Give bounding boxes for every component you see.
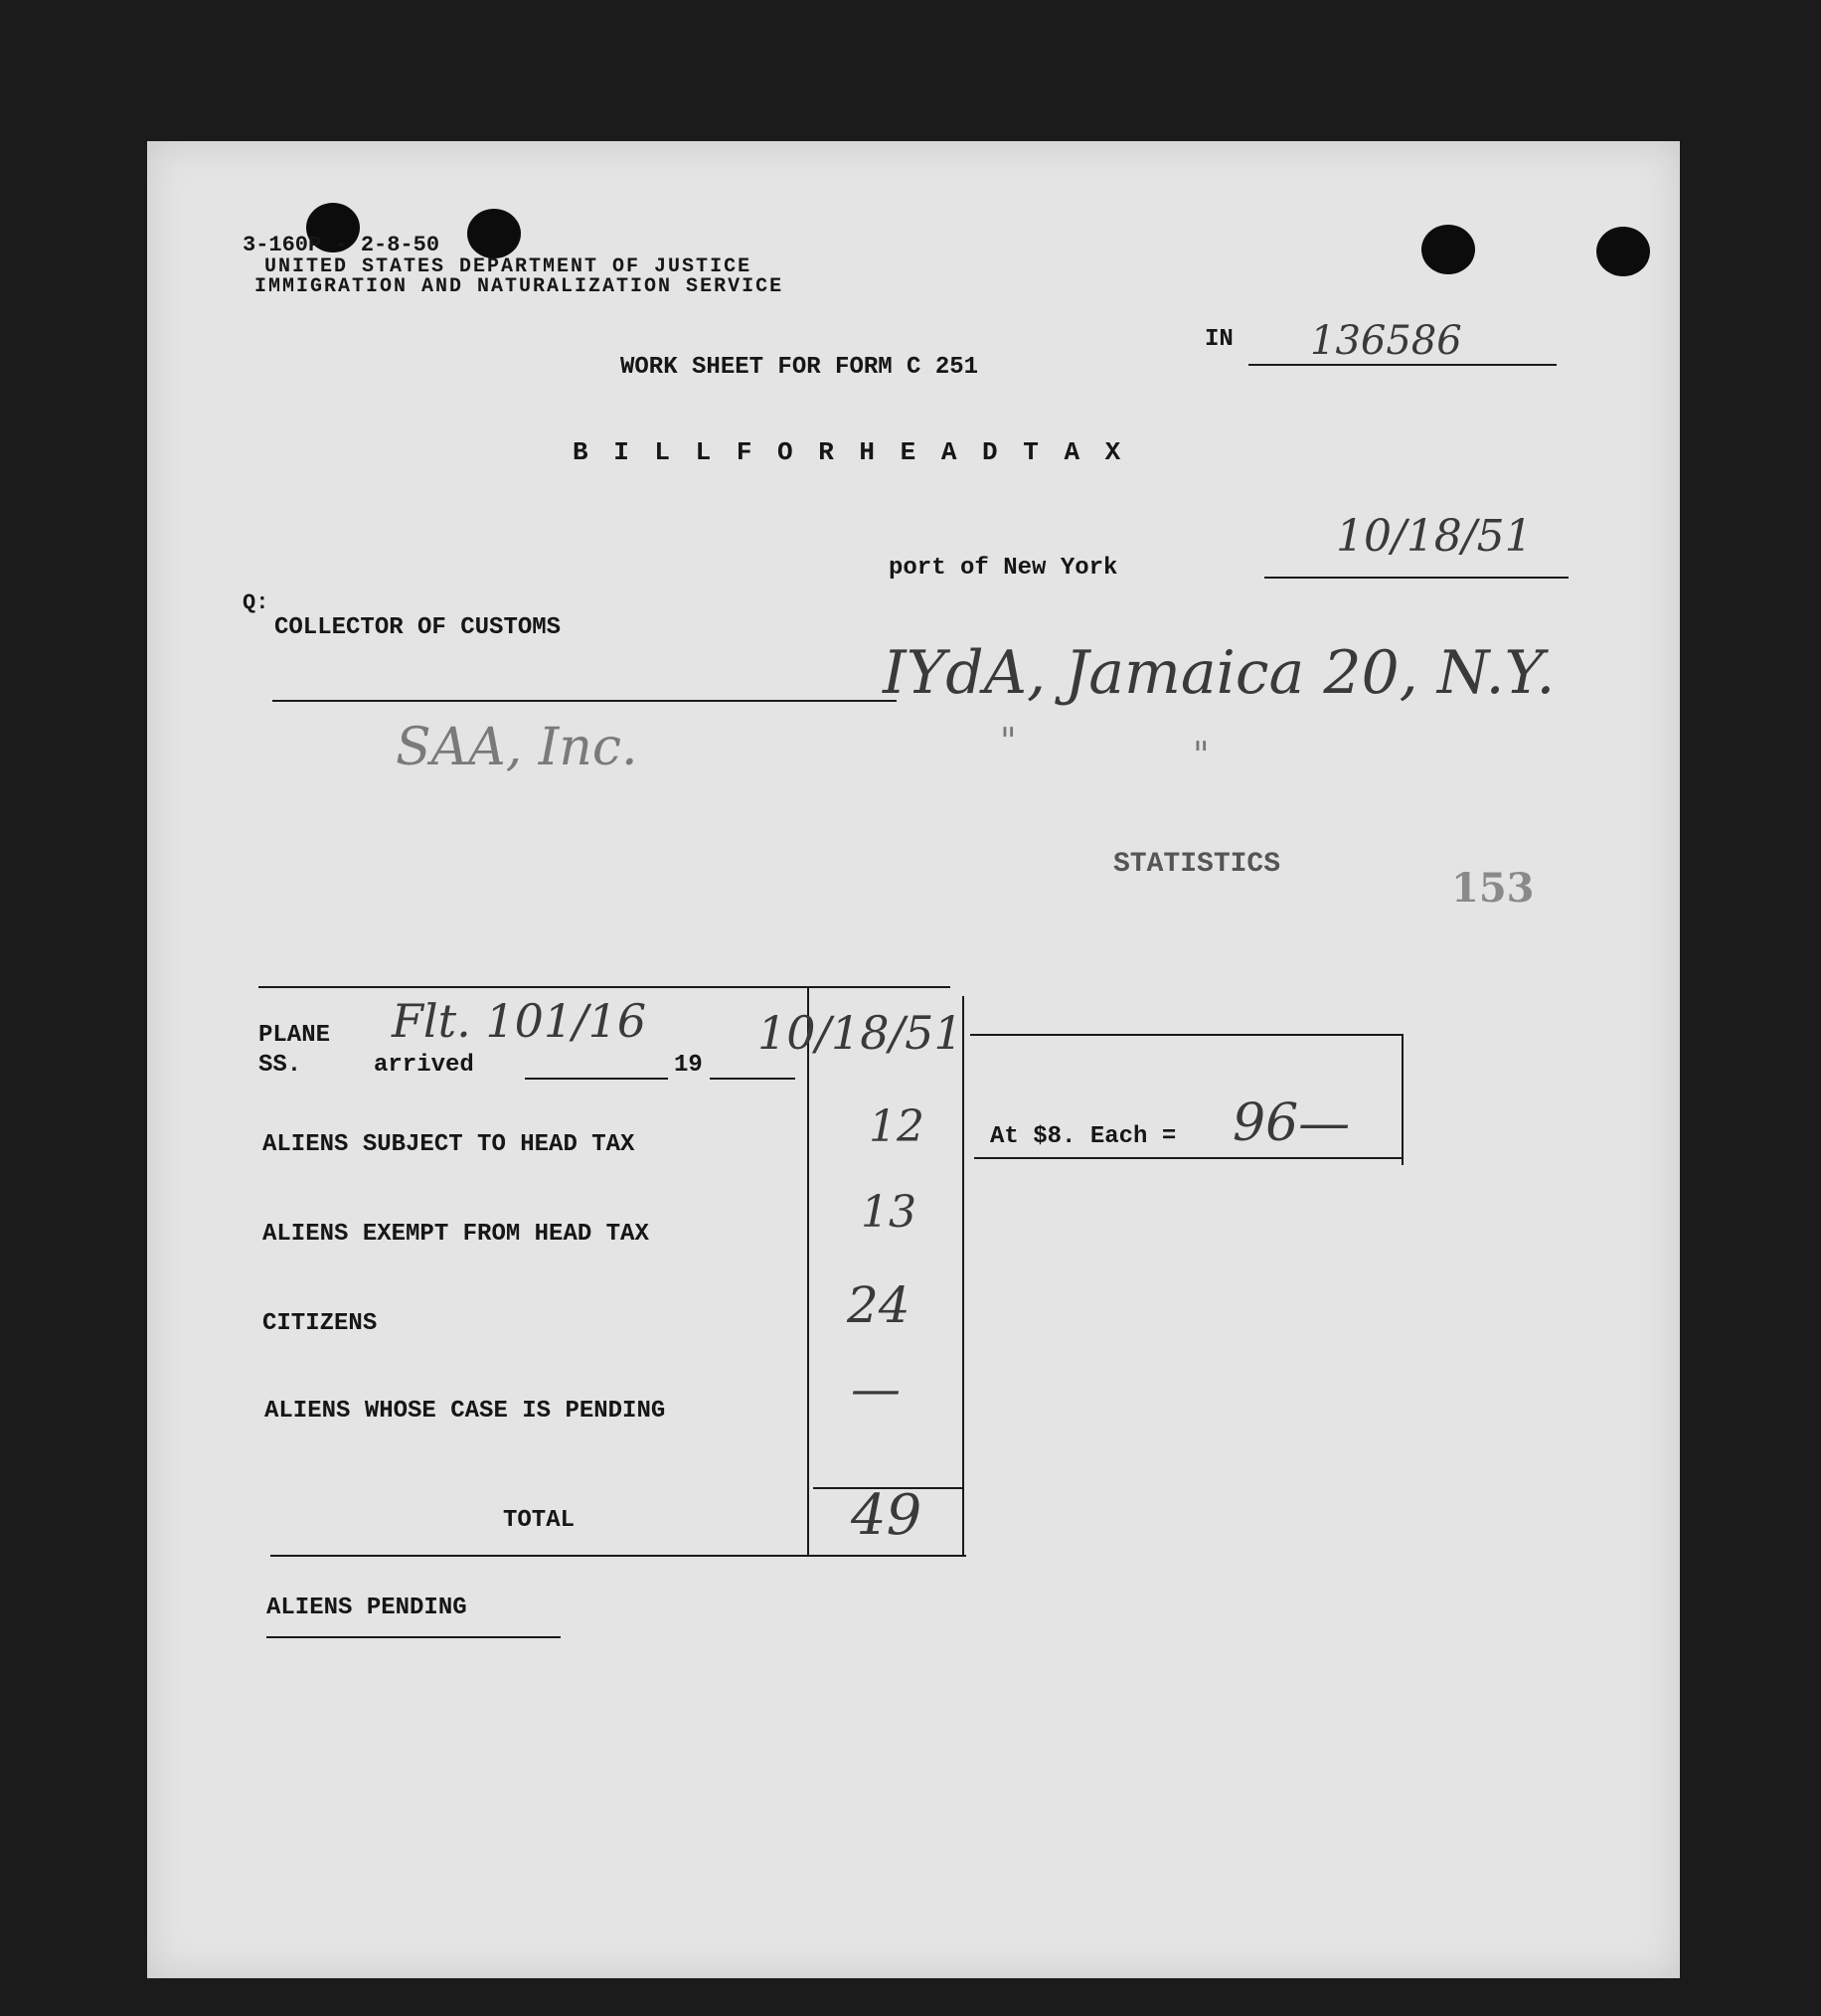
table-bottom-border <box>270 1555 966 1557</box>
rate-amount: 96— <box>1233 1093 1351 1153</box>
row-value-subject: 12 <box>869 1101 924 1152</box>
form-code: 3-160P - 2-8-50 <box>243 233 440 257</box>
ditto-mark: " <box>1193 736 1210 776</box>
table-top-border <box>258 986 950 988</box>
punch-hole <box>467 209 521 258</box>
address-handwritten: IYdA, Jamaica 20, N.Y. <box>883 638 1556 708</box>
total-value: 49 <box>851 1483 922 1548</box>
bill-title: B I L L F O R H E A D T A X <box>573 437 1126 467</box>
punch-hole <box>1596 227 1650 276</box>
arrived-label: arrived <box>374 1052 474 1079</box>
date-underline <box>1264 577 1569 579</box>
aliens-pending-underline <box>266 1636 561 1638</box>
stamp-number: 153 <box>1451 865 1535 912</box>
ss-label: SS. <box>258 1052 302 1079</box>
port-label: port of New York <box>889 555 1118 582</box>
aliens-pending-label: ALIENS PENDING <box>266 1595 467 1621</box>
document-sheet <box>147 141 1680 1978</box>
to-prefix: Q: <box>243 590 269 615</box>
department-line: UNITED STATES DEPARTMENT OF JUSTICE <box>264 255 752 278</box>
total-label: TOTAL <box>503 1507 576 1534</box>
rate-box-bottom <box>974 1157 1404 1159</box>
row-value-pending: — <box>851 1360 901 1418</box>
plane-label: PLANE <box>258 1022 331 1049</box>
arrival-date-handwritten: 10/18/51 <box>757 1006 963 1060</box>
row-label-pending: ALIENS WHOSE CASE IS PENDING <box>264 1398 666 1425</box>
worksheet-title: WORK SHEET FOR FORM C 251 <box>620 354 979 381</box>
collector-underline <box>272 700 897 702</box>
punch-hole <box>1421 225 1475 274</box>
rate-box-top <box>970 1034 1404 1036</box>
row-label-exempt: ALIENS EXEMPT FROM HEAD TAX <box>262 1221 649 1248</box>
in-number: 136586 <box>1310 318 1462 364</box>
year-prefix: 19 <box>674 1052 703 1079</box>
table-column-divider <box>807 986 809 1555</box>
rate-label: At $8. Each = <box>990 1123 1177 1150</box>
rate-box-right <box>1402 1034 1404 1165</box>
flight-handwritten: Flt. 101/16 <box>392 994 647 1048</box>
arrival-underline <box>525 1078 668 1080</box>
table-right-border <box>962 996 964 1557</box>
ditto-mark: " <box>1000 722 1017 762</box>
row-label-subject: ALIENS SUBJECT TO HEAD TAX <box>262 1131 635 1158</box>
statistics-stamp: STATISTICS <box>1113 849 1281 880</box>
row-value-citizens: 24 <box>847 1276 910 1334</box>
in-underline <box>1248 364 1557 366</box>
row-label-citizens: CITIZENS <box>262 1310 378 1337</box>
company-handwritten: SAA, Inc. <box>396 718 638 777</box>
in-label: IN <box>1205 326 1234 353</box>
service-line: IMMIGRATION AND NATURALIZATION SERVICE <box>254 275 784 298</box>
year-underline <box>710 1078 795 1080</box>
collector-label: COLLECTOR OF CUSTOMS <box>274 614 562 641</box>
row-value-exempt: 13 <box>861 1187 916 1238</box>
port-date: 10/18/51 <box>1336 511 1533 562</box>
